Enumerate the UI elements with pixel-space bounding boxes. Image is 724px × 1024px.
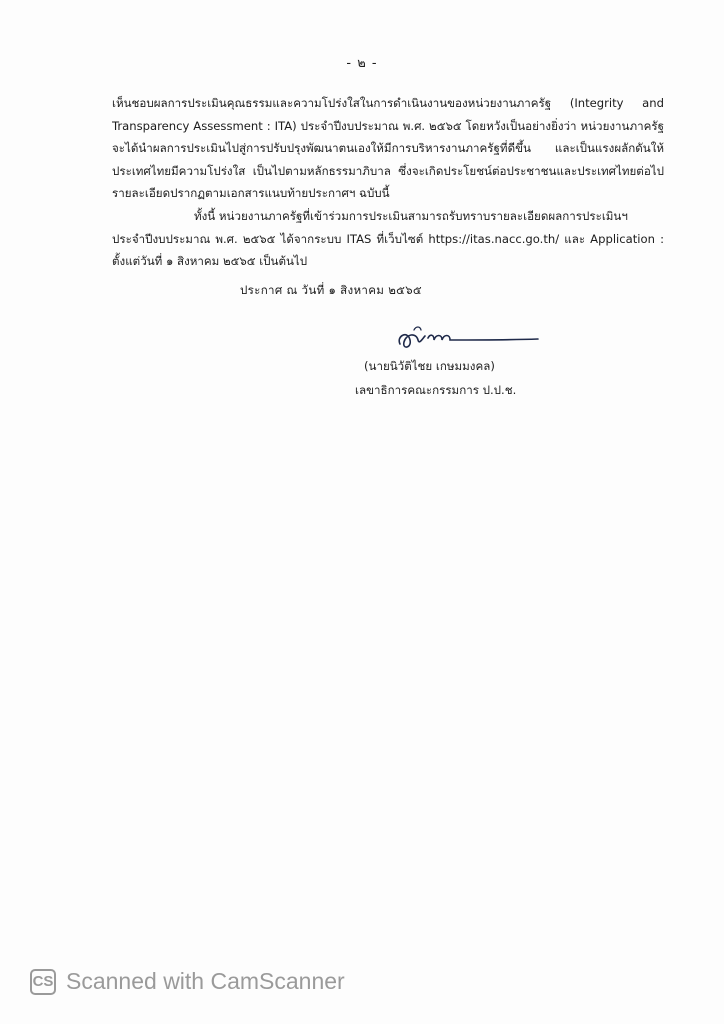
watermark-text: Scanned with CamScanner: [66, 968, 345, 994]
announcement-date: ประกาศ ณ วันที่ ๑ สิงหาคม ๒๕๖๕: [240, 283, 422, 297]
page-number: - ๒ -: [346, 56, 378, 71]
paragraph-line: ตั้งแต่วันที่ ๑ สิงหาคม ๒๕๖๕ เป็นต้นไป: [112, 254, 308, 269]
paragraph-itas-info: [112, 205, 664, 273]
handwritten-signature: [388, 318, 548, 358]
camscanner-logo-icon: CS: [30, 969, 56, 995]
paragraph-line: Transparency Assessment : ITA) ประจำปีงบประมาณ พ.ศ. ๒๕๖๕ โดยหวังเป็นอย่างยิ่งว่า หน่วยงานภาครัฐ: [112, 118, 664, 133]
paragraph-line: ประเทศไทยมีความโปร่งใส เป็นไปตามหลักธรรมาภิบาล ซึ่งจะเกิดประโยชน์ต่อประชาชนและประเทศไทยต่อไป: [112, 163, 664, 178]
paragraph-line: ประจำปีงบประมาณ พ.ศ. ๒๕๖๕ ได้จากระบบ ITAS ที่เว็บไซต์ https://itas.nacc.go.th/ และ Application :: [112, 231, 664, 246]
camscanner-watermark: [30, 968, 345, 995]
paragraph-line: เห็นชอบผลการประเมินคุณธรรมและความโปร่งใสในการดำเนินงานของหน่วยงานภาครัฐ (Integrity and: [112, 96, 664, 110]
signer-title: เลขาธิการคณะกรรมการ ป.ป.ช.: [355, 383, 517, 397]
paragraph-approval: [112, 92, 664, 205]
paragraph-line: จะได้นำผลการประเมินไปสู่การปรับปรุงพัฒนาตนเองให้มีการบริหารงานภาครัฐที่ดีขึ้น และเป็นแรงผลักดันให้: [112, 141, 664, 156]
paragraph-line: รายละเอียดปรากฏตามเอกสารแนบท้ายประกาศฯ ฉบับนี้: [112, 186, 390, 201]
paragraph-line: ทั้งนี้ หน่วยงานภาครัฐที่เข้าร่วมการประเมินสามารถรับทราบรายละเอียดผลการประเมินฯ: [194, 208, 628, 223]
signer-name: (นายนิวัติไชย เกษมมงคล): [364, 359, 495, 373]
announcement-body: [112, 92, 664, 273]
